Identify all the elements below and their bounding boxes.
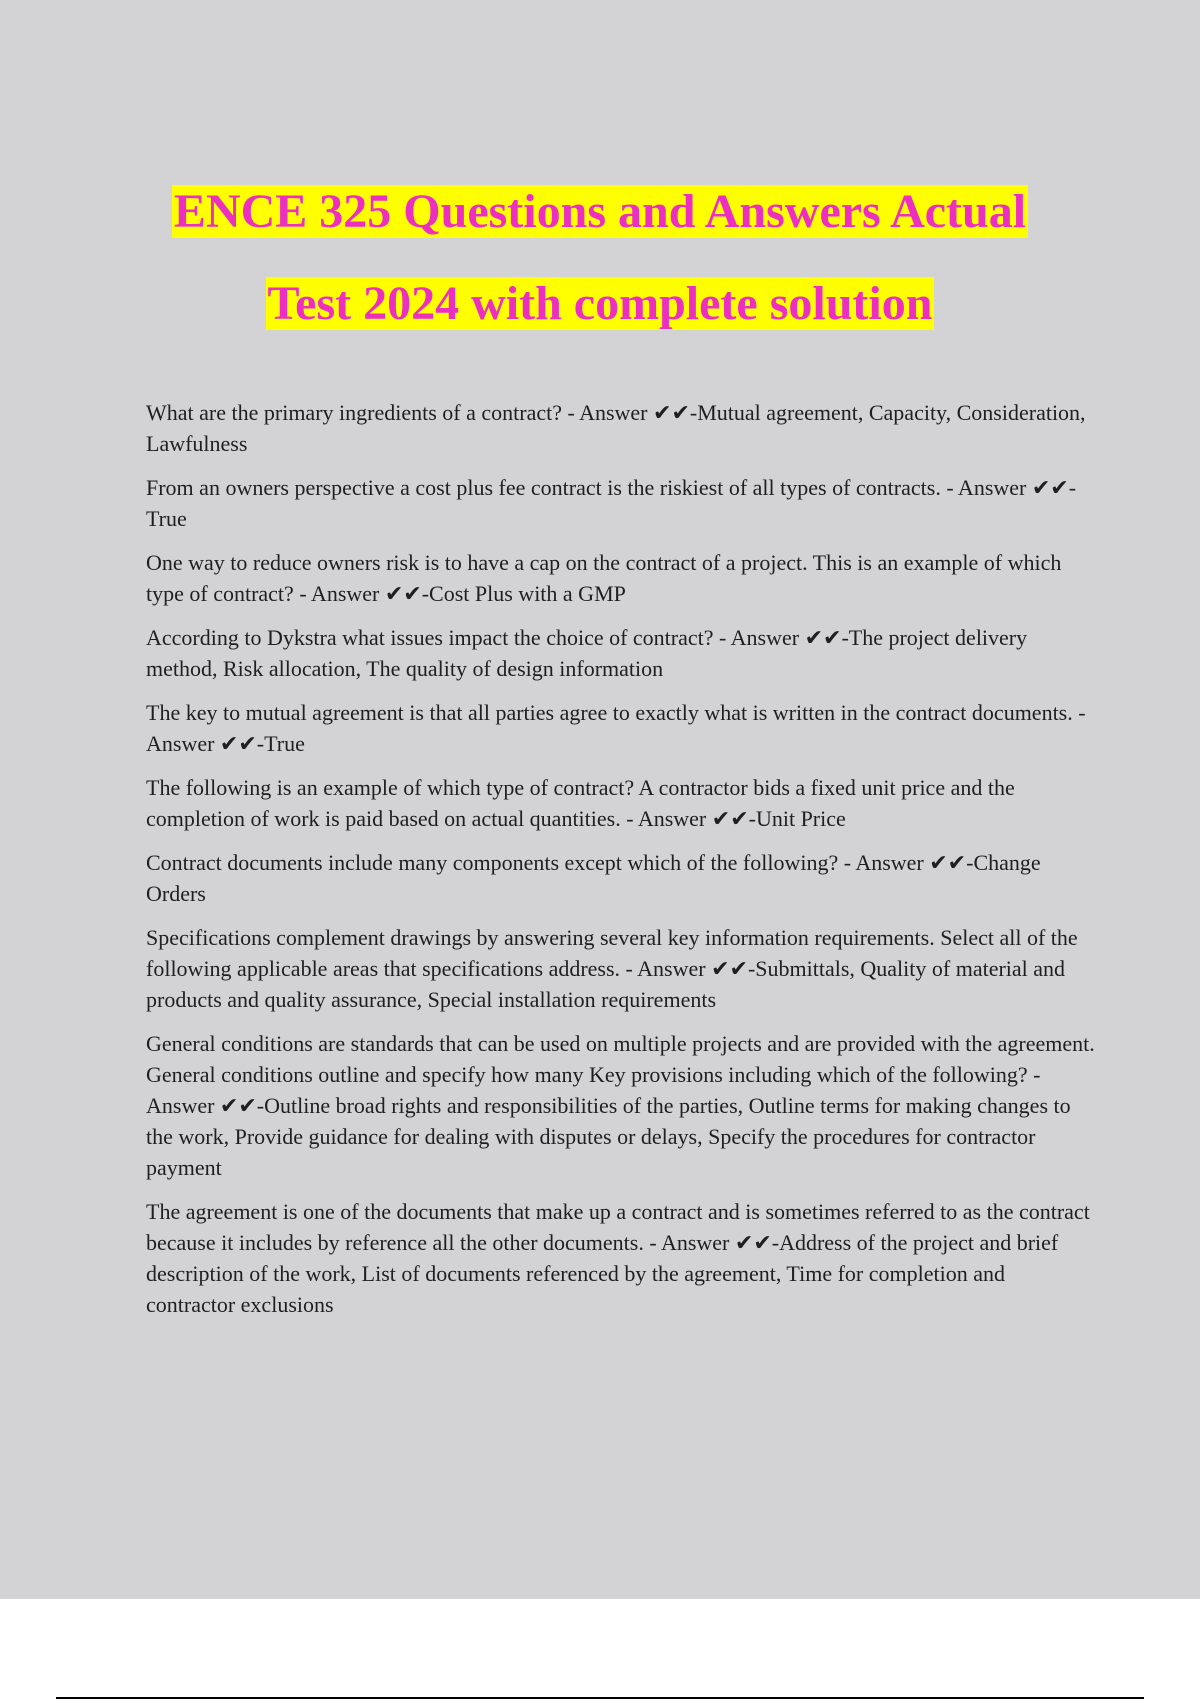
qa-item: Specifications complement drawings by answering several key information requirements. Select all of the following applicable areas that specifications address. - Answer ✔✔-Submittals, Quality of material and products and quality assurance, Special installation requirements (146, 925, 1078, 1012)
qa-item: One way to reduce owners risk is to have a cap on the contract of a project. This is an example of which type of contract? - Answer ✔✔-Cost Plus with a GMP (146, 550, 1062, 606)
page-title (0, 166, 1200, 350)
qa-item: Contract documents include many components except which of the following? - Answer ✔✔-Change Orders (146, 850, 1041, 906)
qa-item: The key to mutual agreement is that all parties agree to exactly what is written in the contract documents. - Answer ✔✔-True (146, 700, 1086, 756)
title-line-2: Test 2024 with complete solution (267, 277, 933, 330)
title-line-1: ENCE 325 Questions and Answers Actual (173, 185, 1027, 238)
qa-item: What are the primary ingredients of a contract? - Answer ✔✔-Mutual agreement, Capacity, Consideration, Lawfulness (146, 400, 1086, 456)
qa-item: The agreement is one of the documents that make up a contract and is sometimes referred to as the contract because it includes by reference all the other documents. - Answer ✔✔-Address of the project and brief description of the work, List of documents referenced by the agreement, Time for completion and contractor exclusions (146, 1199, 1090, 1317)
qa-item: The following is an example of which type of contract? A contractor bids a fixed unit price and the completion of work is paid based on actual quantities. - Answer ✔✔-Unit Price (146, 775, 1015, 831)
qa-item: From an owners perspective a cost plus fee contract is the riskiest of all types of contracts. - Answer ✔✔-True (146, 475, 1077, 531)
qa-list (146, 397, 1096, 1333)
qa-item: According to Dykstra what issues impact the choice of contract? - Answer ✔✔-The project delivery method, Risk allocation, The quality of design information (146, 625, 1028, 681)
page-divider (56, 1697, 1144, 1699)
qa-item: General conditions are standards that can be used on multiple projects and are provided with the agreement. General conditions outline and specify how many Key provisions including which of the following? - Answer ✔✔-Outline broad rights and responsibilities of the parties, Outline terms for making changes to the work, Provide guidance for dealing with disputes or delays, Specify the procedures for contractor payment (146, 1031, 1095, 1180)
